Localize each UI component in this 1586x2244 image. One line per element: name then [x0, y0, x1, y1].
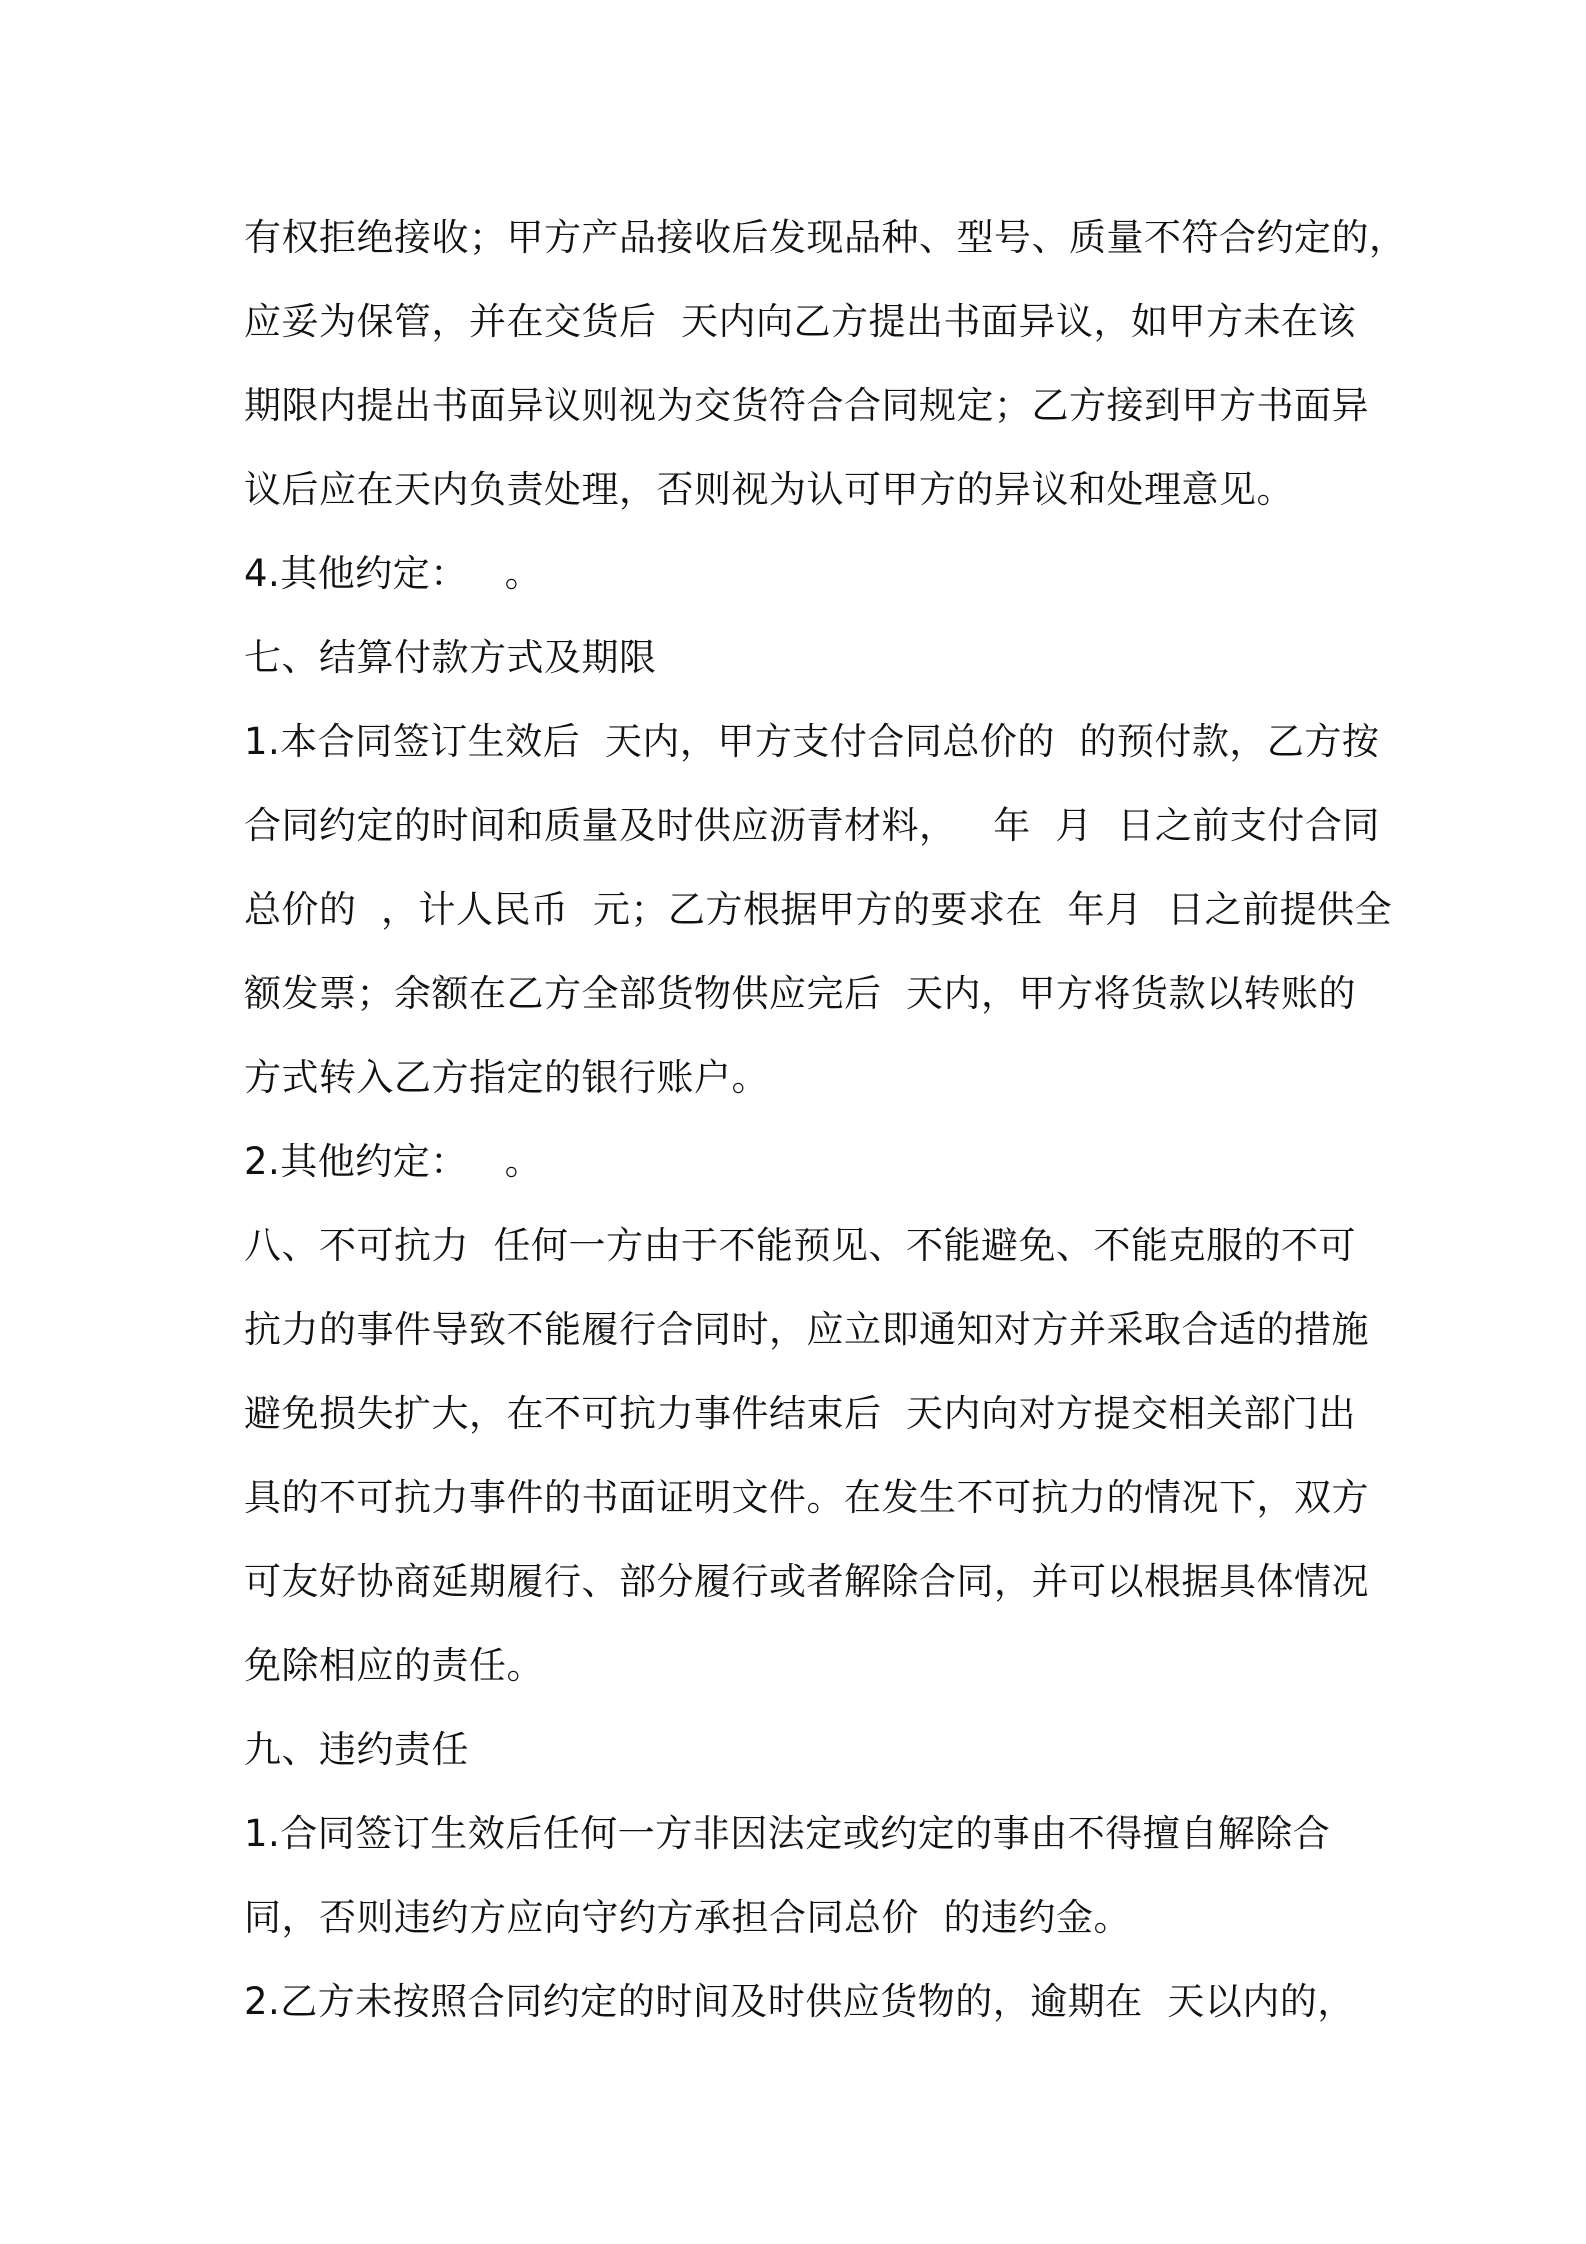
section-heading: 九、违约责任 — [244, 1728, 469, 1771]
text-line: 同，否则违约方应向守约方承担合同总价 的违约金。 — [244, 1896, 1132, 1939]
clause-item: 2.其他约定： 。 — [244, 1140, 543, 1183]
clause-item: 2.乙方未按照合同约定的时间及时供应货物的，逾期在 天以内的， — [244, 1980, 1355, 2023]
clause-item: 1.合同签订生效后任何一方非因法定或约定的事由不得擅自解除合 — [244, 1812, 1331, 1855]
text-line: 具的不可抗力事件的书面证明文件。在发生不可抗力的情况下，双方 — [244, 1476, 1369, 1519]
text-line: 免除相应的责任。 — [244, 1644, 544, 1687]
text-line: 可友好协商延期履行、部分履行或者解除合同，并可以根据具体情况 — [244, 1560, 1369, 1603]
text-line: 议后应在天内负责处理，否则视为认可甲方的异议和处理意见。 — [244, 468, 1294, 511]
text-line: 期限内提出书面异议则视为交货符合合同规定；乙方接到甲方书面异 — [244, 384, 1369, 427]
clause-item: 4.其他约定： 。 — [244, 552, 543, 595]
clause-item: 1.本合同签订生效后 天内，甲方支付合同总价的 的预付款，乙方按 — [244, 720, 1380, 763]
section-heading: 七、结算付款方式及期限 — [244, 636, 657, 679]
text-line: 总价的 ，计人民币 元；乙方根据甲方的要求在 年月 日之前提供全 — [244, 888, 1393, 931]
text-line: 方式转入乙方指定的银行账户。 — [244, 1056, 769, 1099]
text-line: 有权拒绝接收；甲方产品接收后发现品种、型号、质量不符合约定的， — [244, 216, 1407, 259]
document-body — [244, 196, 1407, 2044]
section-heading: 八、不可抗力 任何一方由于不能预见、不能避免、不能克服的不可 — [244, 1224, 1357, 1267]
text-line: 避免损失扩大，在不可抗力事件结束后 天内向对方提交相关部门出 — [244, 1392, 1357, 1435]
text-line: 应妥为保管，并在交货后 天内向乙方提出书面异议，如甲方未在该 — [244, 300, 1357, 343]
text-line: 额发票；余额在乙方全部货物供应完后 天内，甲方将货款以转账的 — [244, 972, 1357, 1015]
text-line: 抗力的事件导致不能履行合同时，应立即通知对方并采取合适的措施 — [244, 1308, 1369, 1351]
text-line: 合同约定的时间和质量及时供应沥青材料， 年 月 日之前支付合同 — [244, 804, 1380, 847]
